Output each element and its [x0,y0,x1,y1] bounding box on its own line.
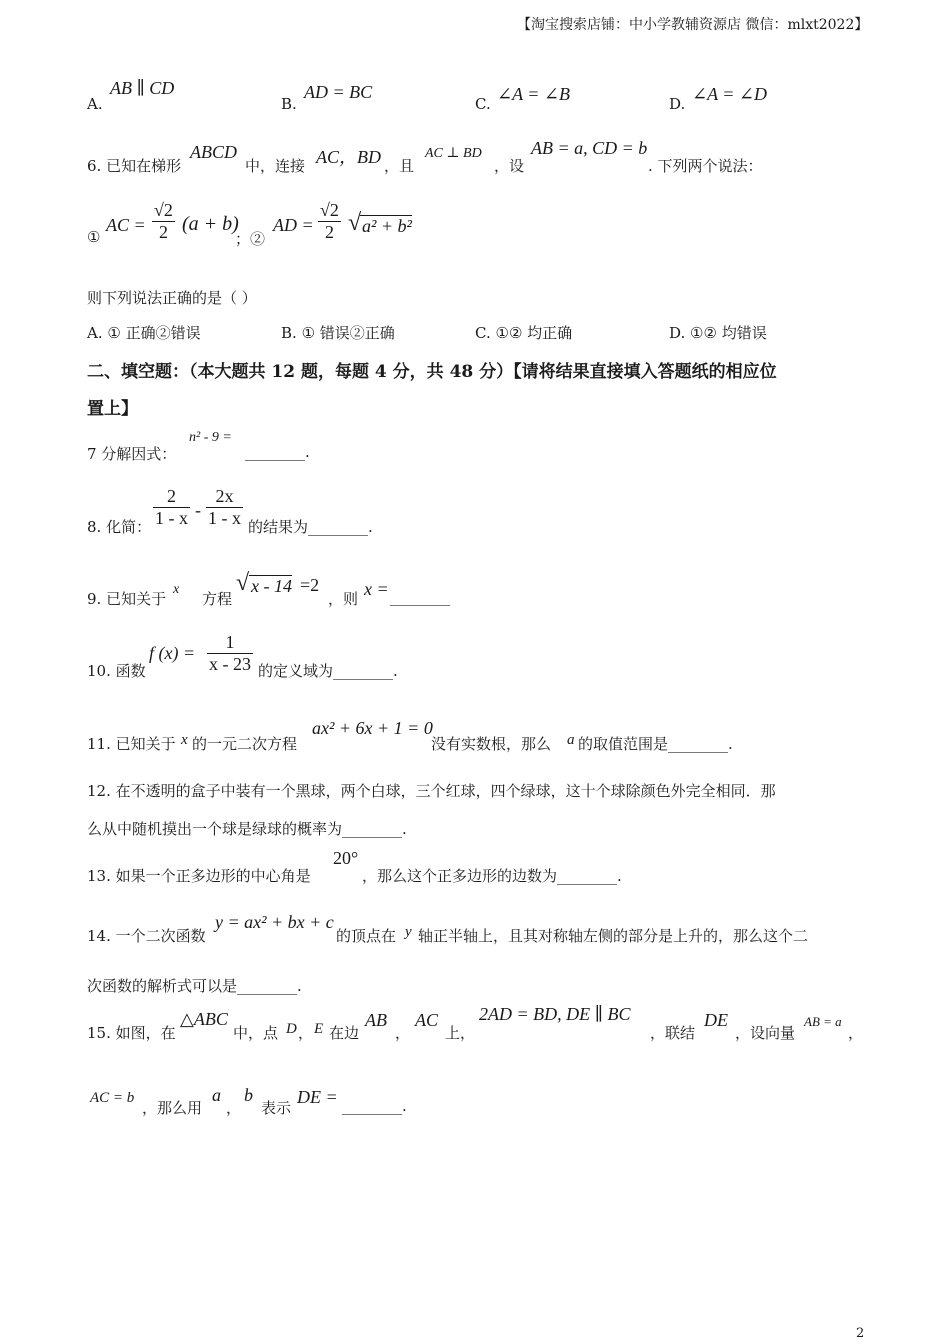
q15-vector-ac: AC = b [90,1090,135,1106]
q9-radical-sign: √ [236,570,250,596]
q10-tail: 的定义域为________. [258,662,398,680]
q15-text-10: ， [226,1099,242,1117]
q15-text-8: ， [848,1024,864,1042]
q11-text-4: 的取值范围是________. [578,735,733,753]
q6-s1-rhs: (a + b) [182,213,239,235]
q5-option-c-label: C. [475,95,491,113]
q6-text-2: 中，连接 [245,157,306,175]
q9-x: x [173,582,180,597]
q12-line-2: 么从中随机摸出一个球是绿球的概率为________. [87,820,407,838]
section-2-heading: 二、填空题：（本大题共 12 题，每题 4 分，共 48 分）【请将结果直接填入答题纸的相应位 [87,362,777,382]
q11-text-2: 的一元二次方程 [192,735,298,753]
q6-option-c-label: C. [475,324,491,342]
section-2-heading-cont: 置上】 [87,399,138,419]
q14-text-3: 轴正半轴上，且其对称轴左侧的部分是上升的，那么这个二 [418,927,809,945]
q5-option-d-label: D. [669,95,686,113]
q15-text-5: 上， [445,1024,476,1042]
q14-line-2: 次函数的解析式可以是________. [87,977,302,995]
q10-fraction [207,632,253,675]
page-number: 2 [856,1326,865,1341]
q15-ac: AC [415,1010,439,1030]
q9-radicand: x - 14 [251,576,292,596]
q6-option-b-text: ① 错误②正确 [301,324,395,342]
q6-acbd: AC，BD [316,147,381,167]
q15-e: E [314,1021,324,1037]
q6-circle-1: ① [87,228,101,246]
q6-s2-frac-den: 2 [324,222,334,242]
q6-s1-fraction [152,200,175,243]
q13-text-1: 13. 如果一个正多边形的中心角是 [87,867,311,885]
q6-s2-frac-num: √2 [320,200,339,220]
q7-expr: n² - 9 = [189,430,232,445]
q10-frac-num: 1 [207,632,253,654]
q10-fx: f (x) = [149,643,196,663]
q15-text-2: 中，点 [233,1024,279,1042]
q9-mid: 方程 [202,590,233,608]
q8-frac1-num: 2 [153,486,190,508]
q10-label: 10. 函数 [87,662,146,680]
q14-text-2: 的顶点在 [336,927,397,945]
q15-var-a: a [212,1085,221,1105]
header-banner: 【淘宝搜索店铺：中小学教辅资源店 微信：mlxt2022】 [517,17,869,33]
q15-text-6: ，联结 [650,1024,696,1042]
q15-text-11: 表示 [261,1099,292,1117]
q6-option-d-text: ①② 均错误 [690,324,767,342]
q14-y: y [405,924,412,940]
q6-s2-fraction [318,200,341,243]
q15-condition: 2AD = BD, DE ∥ BC [479,1004,631,1024]
q6-s2-radicand: a² + b² [362,216,412,236]
q6-option-d [669,322,767,343]
q15-de: DE [704,1010,728,1030]
q14-text-1: 14. 一个二次函数 [87,927,206,945]
q8-label: 8. 化简： [87,518,152,536]
q6-abcd: ABCD [190,142,237,162]
q6-s1-frac-den: 2 [158,222,168,242]
q7-blank: ________. [245,443,310,461]
q5-option-c-expr: ∠A = ∠B [497,84,570,104]
q9-x-eq: x = [364,579,389,599]
q11-text-1: 11. 已知关于 [87,735,176,753]
q14-equation: y = ax² + bx + c [215,912,334,932]
q13-text-2: ，那么这个正多边形的边数为________. [362,867,622,885]
q6-text-5: . 下列两个说法： [648,157,763,175]
q11-a: a [567,732,575,748]
q15-blank: ________. [342,1097,407,1115]
q15-text-1: 15. 如图，在 [87,1024,176,1042]
q6-perp: AC ⊥ BD [425,146,482,161]
q9-tail: ，则 [328,590,359,608]
q9-blank: ________ [390,588,450,606]
q6-option-b-label: B. [281,324,297,342]
q7-label: 7 分解因式： [87,445,177,463]
q12-line-1: 12. 在不透明的盒子中装有一个黑球，两个白球，三个红球，四个绿球，这十个球除颜色外完全相同．那 [87,782,776,800]
q15-ab: AB [365,1010,387,1030]
q9-label: 9. 已知关于 [87,590,167,608]
q5-option-b-expr: AD = BC [304,82,373,102]
q15-de-eq: DE = [297,1087,338,1107]
q6-text-3: ，且 [384,157,415,175]
q6-s1-lhs: AC = [106,215,146,235]
q10-frac-den: x - 23 [209,654,251,674]
q8-fraction-2 [206,486,243,529]
q6-given: AB = a, CD = b [531,138,648,158]
q5-option-a-label: A. [87,95,103,113]
q5-option-a-expr: AB ∥ CD [110,78,175,98]
q8-tail: 的结果为________. [248,518,373,536]
q6-text-4: ，设 [494,157,525,175]
q8-frac2-num: 2x [206,486,243,508]
q15-text-7: ，设向量 [735,1024,796,1042]
q5-option-d-expr: ∠A = ∠D [692,84,767,104]
q6-separator: ；② [235,230,266,248]
q6-option-a-text: ① 正确②错误 [107,324,201,342]
q15-vector-ab: AB = a [804,1014,842,1029]
q15-text-3: 在边 [329,1024,360,1042]
q6-option-d-label: D. [669,324,686,342]
q9-eq: =2 [300,575,320,595]
q8-frac1-den: 1 - x [155,508,188,528]
q5-option-b-label: B. [281,95,297,113]
q6-question: 则下列说法正确的是（ ） [87,289,257,307]
q6-option-b [281,322,395,343]
q15-var-b: b [244,1085,253,1105]
q11-text-3: 没有实数根，那么 [431,735,552,753]
q11-equation: ax² + 6x + 1 = 0 [312,718,433,738]
q15-comma: ， [298,1024,314,1042]
q6-option-a-label: A. [87,324,103,342]
q6-s2-radical-sign: √ [348,210,362,236]
q8-fraction-1 [153,486,190,529]
q6-option-c-text: ①② 均正确 [495,324,573,342]
q6-text-1: 6. 已知在梯形 [87,157,182,175]
q6-option-c [475,322,572,343]
q15-text-4: ， [395,1024,411,1042]
q8-frac2-den: 1 - x [208,508,241,528]
q6-s1-frac-num: √2 [154,200,173,220]
q15-d: D [286,1021,297,1037]
q8-minus: - [195,500,201,520]
q11-x: x [181,732,188,748]
q13-angle: 20° [333,848,359,868]
q6-option-a [87,322,201,343]
q15-triangle: △ABC [180,1009,228,1029]
q6-s2-lhs: AD = [273,215,314,235]
q15-text-9: ，那么用 [142,1099,203,1117]
